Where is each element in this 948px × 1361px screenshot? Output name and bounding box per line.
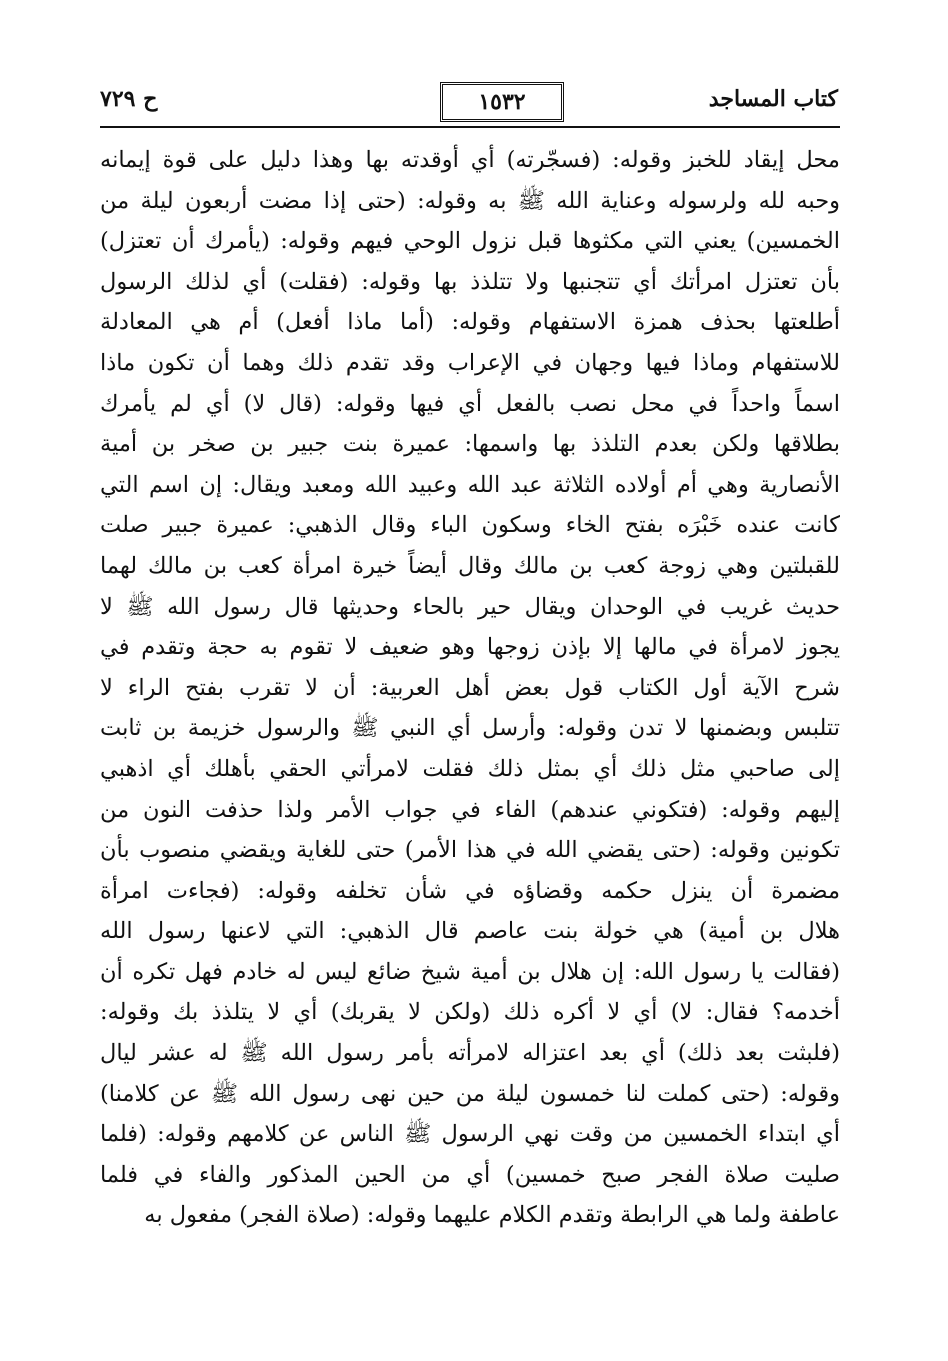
header-rule [100, 126, 840, 128]
text-line: شرح الآية أول الكتاب قول بعض أهل العربية: أن لا تقرب بفتح الراء لا [100, 674, 840, 701]
text-line: الأنصارية وهي أم أولاده الثلاثة عبد الله وعبيد الله ومعبد ويقال: إن اسم التي [100, 471, 840, 498]
text-line: مضمرة أن ينزل حكمه وقضاؤه في شأن تخلفه وقوله: (فجاءت امرأة [100, 877, 840, 904]
text-line: للقبلتين وهي زوجة كعب بن مالك وقال أيضاً خيرة امرأة كعب بن مالك لهما [100, 552, 840, 579]
text-line: محل إيقاد للخبز وقوله: (فسجّرته) أي أوقدته بها وهذا دليل على قوة إيمانه [100, 147, 840, 173]
text-line: أطلعتها بحذف همزة الاستفهام وقوله: (أما ماذا أفعل) أم هي المعادلة [100, 309, 840, 336]
text-line: وقوله: (حتى كملت لنا خمسون ليلة من حين نهى رسول الله ﷺ عن كلامنا) [100, 1080, 840, 1107]
text-line: وحبه لله ولرسوله وعناية الله ﷺ به وقوله: (حتى إذا مضت أربعون ليلة من [100, 187, 840, 214]
hadith-reference: ح ٧٢٩ [100, 86, 158, 112]
text-line: كانت عنده خَبْرَه بفتح الخاء وسكون الباء وقال الذهبي: عميرة جبير صلت [100, 512, 840, 539]
text-line: تكونين وقوله: (حتى يقضي الله في هذا الأمر) حتى للغاية ويقضي منصوب بأن [100, 837, 840, 864]
text-line: تتلبس وبضمنها لا تدن وقوله: وأرسل أي النبي ﷺ والرسول خزيمة بن ثابت [100, 715, 840, 742]
text-line: بأن تعتزل امرأتك أي تتجنبها ولا تتلذذ بها وقوله: (فقلت) أي لذلك الرسول [100, 268, 840, 295]
page-number: ١٥٣٢ [440, 82, 564, 122]
section-title: كتاب المساجد [708, 86, 838, 112]
text-line: إلى صاحبي مثل ذلك أي بمثل ذلك فقلت لامرأتي الحقي بأهلك أي اذهبي [100, 755, 840, 782]
text-line: إليهم وقوله: (فتكوني عندهم) الفاء في جواب الأمر ولذا حذفت النون من [100, 796, 840, 823]
text-line: (فلبثت بعد ذلك) أي بعد اعتزاله لامرأته بأمر رسول الله ﷺ له عشر ليال [100, 1040, 840, 1067]
text-line: صليت صلاة الفجر صبح خمسين) أي من الحين المذكور والفاء في فلما [100, 1161, 840, 1188]
text-line: يجوز لامرأة في مالها إلا بإذن زوجها وهو ضعيف لا تقوم به حجة وتقدم في [100, 634, 840, 661]
text-line: اسماً واحداً في محل نصب بالفعل أي فيها وقوله: (قال لا) أي لم يأمرك [100, 390, 840, 417]
text-line: (فقالت يا رسول الله: إن هلال بن أمية شيخ ضائع ليس له خادم فهل تكره أن [100, 958, 840, 985]
text-line: هلال بن أمية) هي خولة بنت عاصم قال الذهبي: التي لاعنها رسول الله [100, 918, 840, 945]
text-line: للاستفهام وماذا فيها وجهان في الإعراب وقد تقدم ذلك وهما أن تكون ماذا [100, 349, 840, 376]
text-line: الخمسين) يعني التي مكثوها قبل نزول الوحي فيهم وقوله: (يأمرك أن تعتزل) [100, 228, 840, 255]
text-line: حديث غريب في الوحدان ويقال حير بالحاء وحديثها قال رسول الله ﷺ لا [100, 593, 840, 620]
text-line: عاطفة ولما هي الرابطة وتقدم الكلام عليهما وقوله: (صلاة الفجر) مفعول به [144, 1202, 840, 1229]
text-line: أي ابتداء الخمسين من وقت نهي الرسول ﷺ الناس عن كلامهم وقوله: (فلما [100, 1121, 840, 1148]
text-line: بطلاقها ولكن بعدم التلذذ بها واسمها: عميرة بنت جبير بن صخر بن أمية [100, 431, 840, 458]
text-line: أخدمه؟ فقال: لا) أي لا أكره ذلك (ولكن لا يقربك) أي لا يتلذذ بك وقوله: [100, 999, 840, 1026]
body-text [100, 140, 840, 1236]
page-header [100, 82, 838, 124]
